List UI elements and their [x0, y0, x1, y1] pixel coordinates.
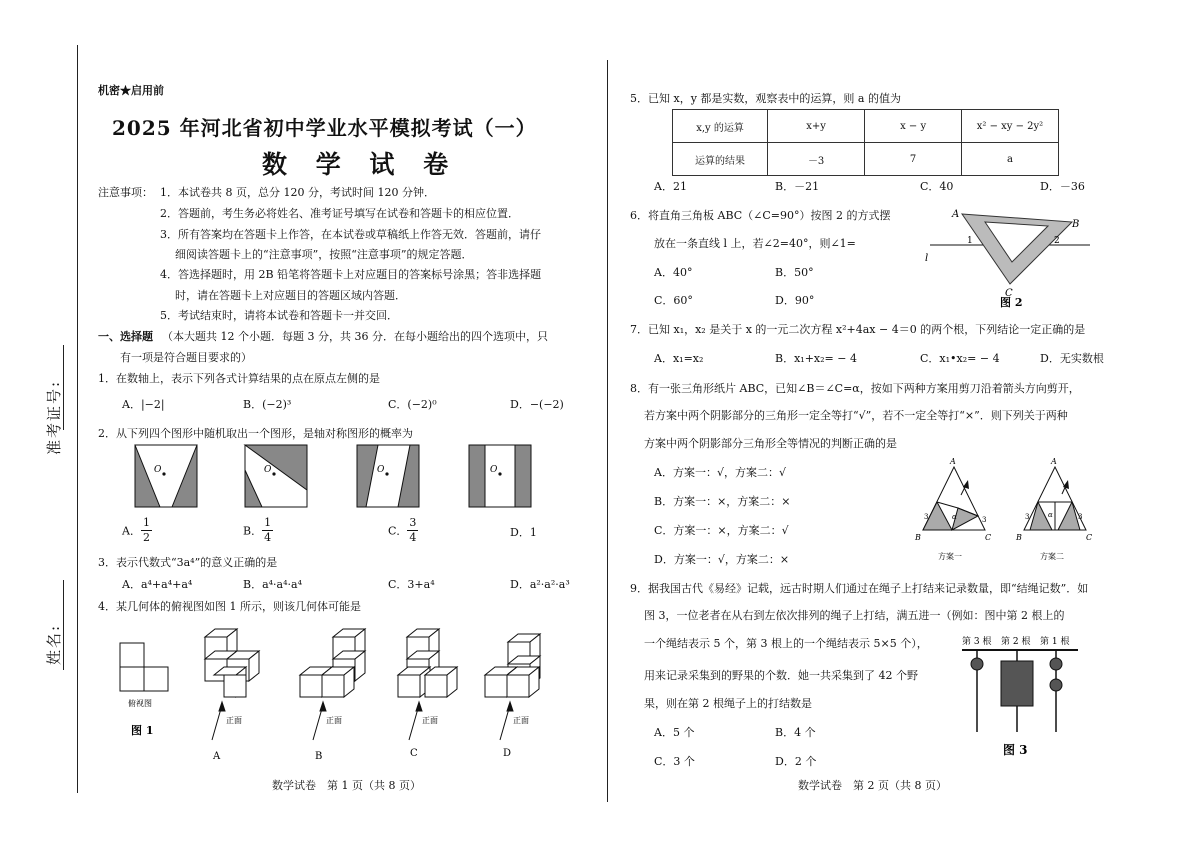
q3-stem: 3．表示代数式“3a⁴”的意义正确的是 [98, 556, 278, 569]
q5-option-d: D．－36 [1040, 180, 1085, 193]
q8-stem-1: 8．有一张三角形纸片 ABC，已知∠B＝∠C=α，按如下两种方案用剪刀沿着箭头方向剪开， [630, 382, 1080, 395]
exam-title: 2025 年河北省初中学业水平模拟考试（一） [112, 116, 537, 140]
section-desc-1: （本大题共 12 个小题．每题 3 分，共 36 分．在每小题给出的四个选项中，只 [162, 330, 548, 343]
svg-text:第 3 根: 第 3 根 [962, 637, 992, 647]
q9-stem-2: 图 3，一位老者在从右到左依次排列的绳子上打结，满五进一（例如：图中第 2 根上的 [644, 609, 1065, 622]
q2-option-d: D．1 [510, 526, 537, 539]
svg-text:图 2: 图 2 [1000, 296, 1023, 309]
svg-text:3: 3 [1025, 513, 1030, 521]
q8-stem-2: 若方案中两个阴影部分的三角形一定全等打“√”，若不一定全等打“×”．则下列关于两种 [644, 409, 1068, 422]
q3-option-a: A．a⁴+a⁴+a⁴ [122, 578, 193, 591]
q1-option-d: D．−(−2) [510, 398, 564, 411]
name-label: 姓名: [45, 623, 63, 665]
svg-text:α: α [1048, 511, 1053, 519]
q2-option-a: A． $\frac{1}{2}$ [122, 516, 150, 544]
svg-text:正面: 正面 [513, 716, 529, 725]
svg-text:正面: 正面 [422, 716, 438, 725]
svg-text:B: B [915, 533, 921, 542]
svg-text:3: 3 [924, 513, 929, 521]
q9-stem-4: 用来记录采集到的野果的个数．她一共采集到了 42 个野 [644, 669, 918, 682]
q1-stem: 1．在数轴上，表示下列各式计算结果的点在原点左侧的是 [98, 372, 380, 385]
q1-option-a: A．|−2| [122, 398, 165, 411]
notice-3b: 细阅读答题卡上的“注意事项”，按照“注意事项”的规定答题． [175, 248, 473, 261]
q2-stem: 2．从下列四个图形中随机取出一个图形，是轴对称图形的概率为 [98, 427, 413, 440]
exam-id-label: 准考证号: [45, 379, 63, 455]
svg-text:C: C [1005, 288, 1013, 299]
svg-text:正面: 正面 [326, 716, 342, 725]
notice-label: 注意事项： [98, 186, 153, 199]
q9-option-c: C．3 个 [654, 755, 695, 768]
q7-stem: 7．已知 x₁，x₂ 是关于 x 的一元二次方程 x²+4ax − 4＝0 的两个根，下列结论一定正确的是 [630, 323, 1086, 336]
q3-option-b: B．a⁴·a⁴·a⁴ [243, 578, 302, 591]
q9-option-d: D．2 个 [775, 755, 817, 768]
notice-4b: 时，请在答题卡上对应题目的答题区域内答题． [175, 289, 406, 302]
svg-text:俯视图: 俯视图 [128, 699, 152, 708]
table-cell: 7 [865, 143, 962, 176]
q5-option-c: C．40 [920, 180, 954, 193]
q9-stem-5: 果，则在第 2 根绳子上的打结数是 [644, 697, 812, 710]
svg-text:O: O [490, 465, 498, 475]
q1-option-c: C．(−2)⁰ [388, 398, 437, 411]
svg-text:B: B [1016, 533, 1022, 542]
svg-text:A: A [952, 209, 960, 220]
q6-stem-2: 放在一条直线 l 上，若∠2=40°，则∠1= [654, 237, 856, 250]
svg-text:正面: 正面 [226, 716, 242, 725]
svg-text:C: C [1086, 533, 1093, 542]
q8-stem-3: 方案中两个阴影部分三角形全等情况的判断正确的是 [644, 437, 897, 450]
q8-option-c: C．方案一：×，方案二：√ [654, 524, 789, 537]
svg-text:3: 3 [1078, 513, 1083, 521]
notice-2: 2．答题前，考生务必将姓名、准考证号填写在试卷和答题卡的相应位置． [160, 207, 519, 220]
svg-text:O: O [264, 465, 272, 475]
q9-option-a: A．5 个 [654, 726, 695, 739]
svg-text:l: l [925, 253, 929, 264]
q5-option-a: A．21 [654, 180, 687, 193]
q7-option-c: C．x₁•x₂= − 4 [920, 352, 1000, 365]
svg-text:B: B [1072, 219, 1080, 230]
svg-text:2: 2 [1054, 236, 1060, 246]
q6-option-c: C．60° [654, 294, 693, 307]
page-1-footer: 数学试卷 第 1 页（共 8 页） [272, 779, 421, 792]
q6-option-a: A．40° [654, 266, 693, 279]
svg-text:C: C [410, 748, 418, 759]
q1-option-b: B．(−2)³ [243, 398, 292, 411]
q9-stem-3: 一个绳结表示 5 个，第 3 根上的一个绳结表示 5×5 个）， [644, 637, 928, 650]
q9-stem-1: 9．据我国古代《易经》记载，远古时期人们通过在绳子上打结来记录数量，即“结绳记数”．如 [630, 582, 1089, 595]
table-cell: x,y 的运算 [673, 110, 768, 143]
svg-text:B: B [315, 751, 323, 762]
svg-text:α: α [952, 513, 957, 521]
q3-option-c: C．3+a⁴ [388, 578, 435, 591]
q7-option-a: A．x₁=x₂ [654, 352, 704, 365]
q7-option-b: B．x₁+x₂= − 4 [775, 352, 857, 365]
q9-option-b: B．4 个 [775, 726, 816, 739]
q2-option-c: C． $\frac{3}{4}$ [388, 516, 417, 544]
svg-text:O: O [154, 465, 162, 475]
section-title: 一、选择题 [98, 330, 153, 343]
svg-text:C: C [985, 533, 992, 542]
q6-option-b: B．50° [775, 266, 814, 279]
notice-4: 4．答选择题时，用 2B 铅笔将答题卡上对应题目的答案标号涂黑；答非选择题 [160, 268, 542, 281]
svg-text:方案一: 方案一 [938, 552, 962, 561]
svg-text:D: D [503, 748, 512, 759]
q8-option-d: D．方案一：√，方案二：× [654, 553, 790, 566]
table-cell: x+y [768, 110, 865, 143]
svg-text:第 2 根: 第 2 根 [1001, 637, 1031, 647]
q2-option-b: B． $\frac{1}{4}$ [243, 516, 272, 544]
table-cell: －3 [768, 143, 865, 176]
subject-title: 数 学 试 卷 [262, 150, 459, 179]
secret-label: 机密★启用前 [98, 84, 164, 97]
section-desc-2: 有一项是符合题目要求的） [120, 351, 252, 364]
q5-option-b: B．－21 [775, 180, 820, 193]
q8-option-b: B．方案一：×，方案二：× [654, 495, 791, 508]
svg-text:A: A [1051, 457, 1057, 466]
q8-option-a: A．方案一：√，方案二：√ [654, 466, 786, 479]
table-cell: x − y [865, 110, 962, 143]
page-2-footer: 数学试卷 第 2 页（共 8 页） [798, 779, 947, 792]
svg-text:图 1: 图 1 [131, 724, 154, 737]
q6-stem-1: 6．将直角三角板 ABC（∠C=90°）按图 2 的方式摆 [630, 209, 891, 222]
svg-text:3: 3 [982, 516, 987, 524]
svg-text:1: 1 [967, 236, 973, 246]
q7-option-d: D．无实数根 [1040, 352, 1104, 365]
q3-option-d: D．a²·a²·a³ [510, 578, 570, 591]
q4-stem: 4．某几何体的俯视图如图 1 所示，则该几何体可能是 [98, 600, 361, 613]
q6-option-d: D．90° [775, 294, 815, 307]
table-cell: x² − xy − 2y² [961, 110, 1058, 143]
svg-text:A: A [213, 751, 221, 762]
table-cell: a [961, 143, 1058, 176]
notice-5: 5．考试结束时，请将本试卷和答题卡一并交回． [160, 309, 398, 322]
svg-text:方案二: 方案二 [1040, 552, 1064, 561]
notice-1: 1．本试卷共 8 页，总分 120 分，考试时间 120 分钟． [160, 186, 435, 199]
svg-text:A: A [950, 457, 956, 466]
table-cell: 运算的结果 [673, 143, 768, 176]
notice-3: 3．所有答案均在答题卡上作答，在本试卷或草稿纸上作答无效．答题前，请仔 [160, 228, 541, 241]
svg-text:第 1 根: 第 1 根 [1040, 637, 1070, 647]
q5-stem: 5．已知 x，y 都是实数，观察表中的运算，则 a 的值为 [630, 92, 901, 105]
svg-text:图 3: 图 3 [1003, 743, 1028, 757]
svg-text:O: O [377, 465, 385, 475]
